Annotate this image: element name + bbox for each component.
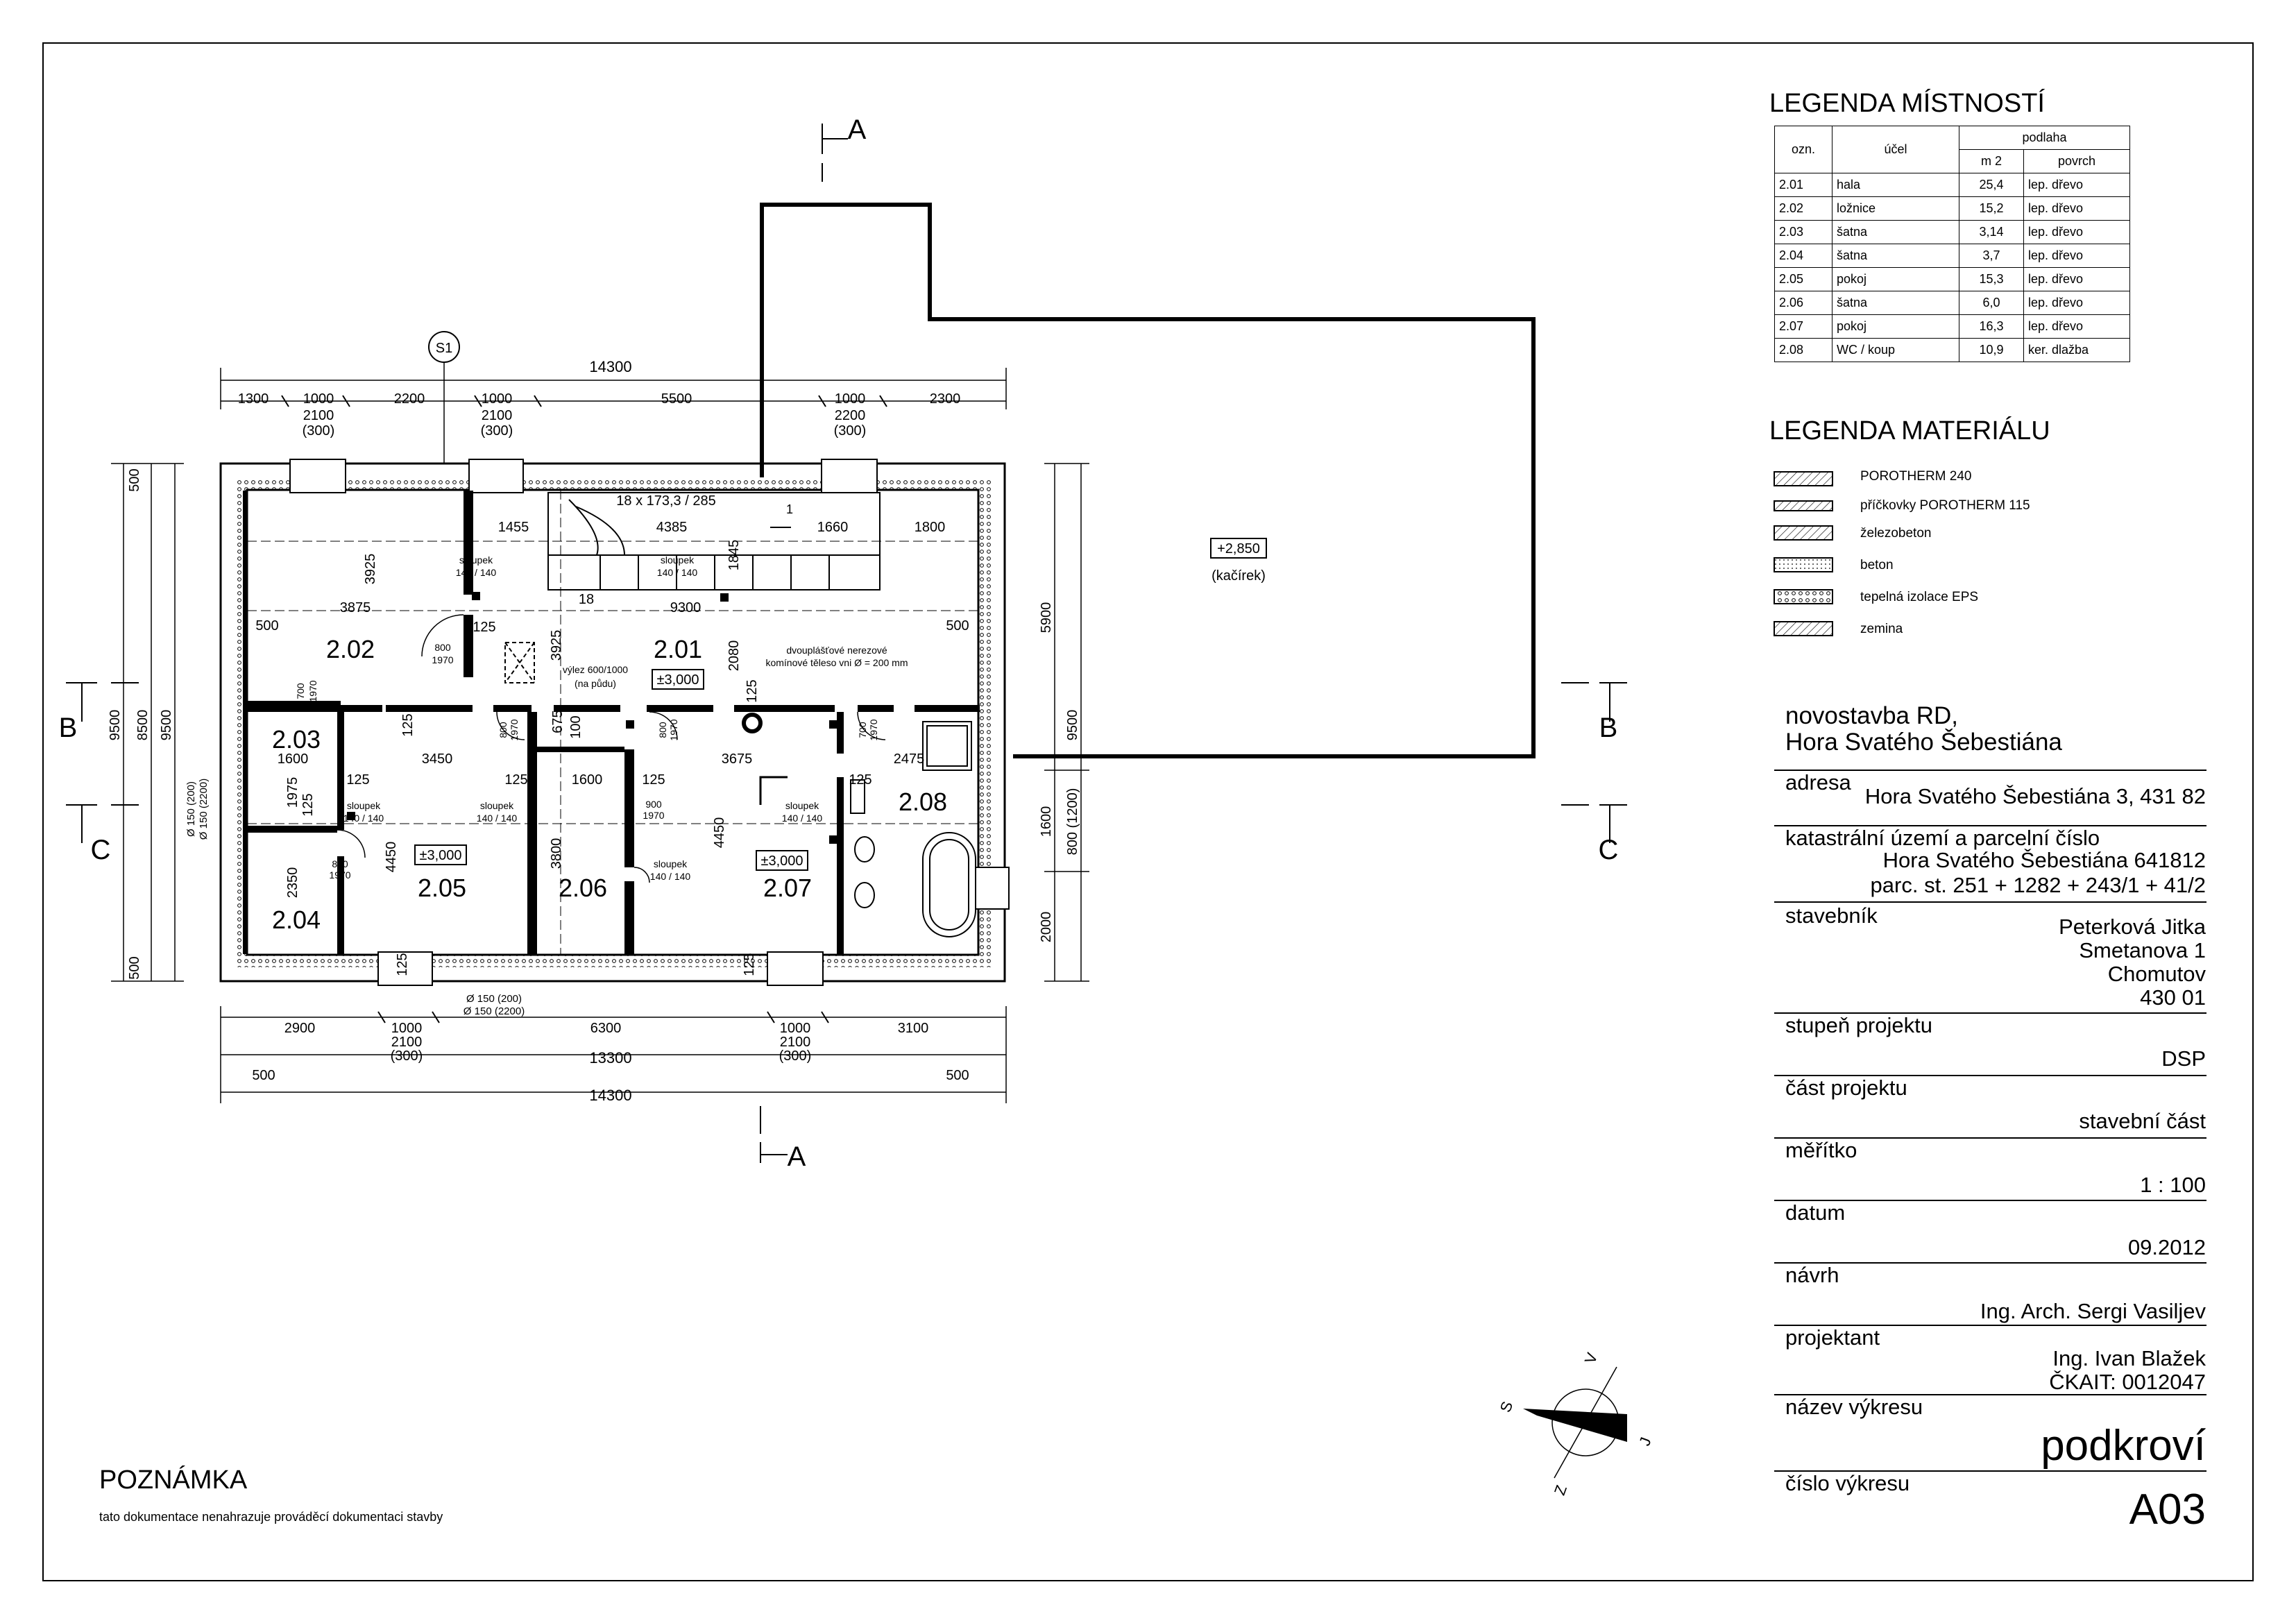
door-w-7: 700 xyxy=(857,722,868,738)
dim-bot-5: 3100 xyxy=(897,1021,929,1036)
dim-125-h: 125 xyxy=(400,713,416,737)
row-ozn: 2.03 xyxy=(1775,221,1832,244)
dim-left-4: 9500 xyxy=(159,709,174,741)
dim-top-op2b: (300) xyxy=(480,423,513,439)
dim-500-b: 500 xyxy=(946,618,969,634)
meritko-label: měřítko xyxy=(1785,1138,1857,1162)
stavebnik-1: Peterková Jitka xyxy=(2059,915,2206,939)
col-label-6: sloupek xyxy=(785,800,819,811)
dim-125-a: 125 xyxy=(473,620,496,635)
row-ucel: šatna xyxy=(1832,291,1959,315)
dim-125-d: 125 xyxy=(504,772,528,788)
col-povrch: povrch xyxy=(2024,150,2130,173)
row-m2: 3,7 xyxy=(1959,244,2024,268)
door-w-4: 800 xyxy=(657,722,668,738)
door-w-1: 800 xyxy=(434,642,451,653)
col-ucel: účel xyxy=(1832,126,1959,173)
level-2.07: ±3,000 xyxy=(760,853,803,869)
row-povrch: lep. dřevo xyxy=(2024,268,2130,291)
chimney-label-2: komínové těleso vni Ø = 200 mm xyxy=(765,657,908,668)
col-m2: m 2 xyxy=(1959,150,2024,173)
cast-label: část projektu xyxy=(1785,1076,1907,1100)
dim-1600-a: 1600 xyxy=(277,751,309,767)
door-w-2: 700 xyxy=(295,683,306,699)
project-name-2: Hora Svatého Šebestiána xyxy=(1785,729,2062,756)
door-h-6: 1970 xyxy=(643,810,665,821)
section-a-bottom: A xyxy=(787,1141,806,1172)
col-size-1: 140 / 140 xyxy=(455,567,497,578)
dim-right-4: 800 (1200) xyxy=(1065,788,1080,856)
hatch-label-2: (na půdu) xyxy=(575,678,616,689)
dim-top-4: 1000 xyxy=(481,391,513,407)
door-h-4: 1970 xyxy=(668,719,679,741)
dim-left-2: 9500 xyxy=(108,709,123,741)
dim-3450: 3450 xyxy=(421,751,453,767)
dim-100: 100 xyxy=(568,715,584,739)
stupen-label: stupeň projektu xyxy=(1785,1013,1932,1037)
cislo-label: číslo výkresu xyxy=(1785,1471,1910,1495)
kat-value-1: Hora Svatého Šebestiána 641812 xyxy=(1882,848,2206,872)
dim-top-op1a: 2100 xyxy=(303,408,334,423)
projektant-label: projektant xyxy=(1785,1325,1880,1350)
s1-label: S1 xyxy=(435,341,453,356)
stair-label: 18 x 173,3 / 285 xyxy=(616,493,716,509)
vent-bottom-b: Ø 150 (2200) xyxy=(463,1005,525,1017)
door-h-5: 1970 xyxy=(329,869,351,881)
dim-top-5: 5500 xyxy=(661,391,692,407)
dim-675: 675 xyxy=(550,710,566,733)
dim-3675: 3675 xyxy=(721,751,753,767)
room-legend-row xyxy=(1775,197,2130,221)
room-legend-row xyxy=(1775,268,2130,291)
row-ozn: 2.02 xyxy=(1775,197,1832,221)
nazev-label: název výkresu xyxy=(1785,1395,1923,1419)
kat-value-2: parc. st. 251 + 1282 + 243/1 + 41/2 xyxy=(1870,873,2206,897)
room-2.08: 2.08 xyxy=(898,788,948,816)
col-ozn: ozn. xyxy=(1775,126,1832,173)
material-1: POROTHERM 240 xyxy=(1860,469,1972,484)
stupen-value: DSP xyxy=(2161,1046,2206,1071)
adresa-value: Hora Svatého Šebestiána 3, 431 82 xyxy=(1864,784,2206,808)
dim-right-5: 2000 xyxy=(1039,911,1054,943)
dim-top-total: 14300 xyxy=(589,358,632,375)
material-6: zemina xyxy=(1860,622,1903,636)
row-povrch: lep. dřevo xyxy=(2024,197,2130,221)
dim-3875: 3875 xyxy=(339,600,371,615)
navrh-label: návrh xyxy=(1785,1263,1839,1287)
dim-bot-op2a: 2100 xyxy=(779,1035,811,1050)
dim-bot-op1b: (300) xyxy=(390,1048,423,1064)
row-ozn: 2.08 xyxy=(1775,339,1832,362)
col-label-5: sloupek xyxy=(653,858,688,869)
row-ucel: šatna xyxy=(1832,244,1959,268)
dim-125-e: 125 xyxy=(300,793,316,817)
dim-bot-2: 1000 xyxy=(391,1021,423,1036)
stavebnik-2: Smetanova 1 xyxy=(2079,938,2206,962)
dim-top-op1b: (300) xyxy=(302,423,335,439)
dim-top-op3b: (300) xyxy=(833,423,867,439)
section-b-left: B xyxy=(58,713,78,743)
dim-top-6: 1000 xyxy=(834,391,866,407)
dim-bot-3: 6300 xyxy=(590,1021,622,1036)
dim-500-a: 500 xyxy=(255,618,279,634)
dim-left-5: 500 xyxy=(127,956,142,980)
row-ucel: ložnice xyxy=(1832,197,1959,221)
dim-4385: 4385 xyxy=(656,520,688,535)
dim-4450-b: 4450 xyxy=(712,817,727,849)
row-ozn: 2.07 xyxy=(1775,315,1832,339)
row-m2: 3,14 xyxy=(1959,221,2024,244)
note-title: POZNÁMKA xyxy=(99,1465,248,1495)
row-m2: 25,4 xyxy=(1959,173,2024,197)
dim-125-j: 125 xyxy=(742,953,757,976)
row-m2: 16,3 xyxy=(1959,315,2024,339)
dim-bot-500-left: 500 xyxy=(252,1068,275,1083)
material-swatches xyxy=(1774,472,1832,636)
col-size-6: 140 / 140 xyxy=(781,813,823,824)
dim-1975: 1975 xyxy=(285,776,300,808)
dim-bot-total: 14300 xyxy=(589,1087,632,1104)
dim-left-vent-a: Ø 150 (200) xyxy=(185,781,197,838)
dim-2475: 2475 xyxy=(893,751,925,767)
projektant-1: Ing. Ivan Blažek xyxy=(2052,1346,2206,1370)
dim-1660: 1660 xyxy=(817,520,849,535)
stavebnik-label: stavebník xyxy=(1785,903,1878,928)
navrh-value: Ing. Arch. Sergi Vasiljev xyxy=(1980,1299,2206,1323)
dim-1800: 1800 xyxy=(914,520,946,535)
door-w-6: 900 xyxy=(645,799,662,810)
col-podlaha: podlaha xyxy=(1959,126,2130,150)
dim-125-f: 125 xyxy=(642,772,665,788)
room-legend-row xyxy=(1775,315,2130,339)
row-povrch: lep. dřevo xyxy=(2024,315,2130,339)
dim-125-c: 125 xyxy=(346,772,370,788)
room-legend-row xyxy=(1775,221,2130,244)
door-w-5: 800 xyxy=(332,858,348,869)
row-povrch: lep. dřevo xyxy=(2024,173,2130,197)
dim-left-3: 8500 xyxy=(135,709,151,741)
section-c-right: C xyxy=(1598,835,1619,865)
col-label-2: sloupek xyxy=(660,554,695,566)
row-m2: 10,9 xyxy=(1959,339,2024,362)
compass-z: Z xyxy=(1550,1482,1570,1498)
room-2.02: 2.02 xyxy=(325,635,375,663)
dim-top-op3a: 2200 xyxy=(834,408,866,423)
dim-125-b: 125 xyxy=(745,679,760,703)
dim-1600-b: 1600 xyxy=(571,772,603,788)
row-ucel: šatna xyxy=(1832,221,1959,244)
material-5: tepelná izolace EPS xyxy=(1860,590,1979,604)
dim-1455: 1455 xyxy=(498,520,529,535)
dim-125-i: 125 xyxy=(395,953,410,976)
room-2.07: 2.07 xyxy=(763,874,813,902)
dim-bot-4: 1000 xyxy=(779,1021,811,1036)
section-b-right: B xyxy=(1599,713,1618,743)
stair-num: 1 xyxy=(785,502,794,516)
dim-125-g: 125 xyxy=(849,772,872,788)
kat-label: katastrální území a parcelní číslo xyxy=(1785,826,2100,850)
compass-v: V xyxy=(1581,1350,1601,1366)
room-2.06: 2.06 xyxy=(558,874,608,902)
room-legend-row xyxy=(1775,244,2130,268)
projektant-2: ČKAIT: 0012047 xyxy=(2049,1370,2206,1394)
dim-left-1: 500 xyxy=(127,468,142,492)
room-legend-row xyxy=(1775,339,2130,362)
dim-2350: 2350 xyxy=(285,867,300,899)
door-h-2: 1970 xyxy=(307,680,318,702)
col-label-4: sloupek xyxy=(479,800,514,811)
door-h-7: 1970 xyxy=(868,719,879,741)
col-size-4: 140 / 140 xyxy=(476,813,518,824)
meritko-value: 1 : 100 xyxy=(2140,1173,2206,1197)
section-a-top: A xyxy=(847,114,867,145)
adresa-label: adresa xyxy=(1785,770,1851,794)
room-legend-table xyxy=(1774,126,2130,362)
row-povrch: lep. dřevo xyxy=(2024,244,2130,268)
door-w-3: 800 xyxy=(498,722,509,738)
door-h-1: 1970 xyxy=(432,654,454,665)
room-2.03: 2.03 xyxy=(271,725,321,754)
material-2: příčkovky POROTHERM 115 xyxy=(1860,498,2030,513)
dim-right-1: 5900 xyxy=(1039,602,1054,634)
cast-value: stavební část xyxy=(2079,1109,2206,1133)
drawing-name: podkroví xyxy=(2041,1422,2206,1470)
row-m2: 15,3 xyxy=(1959,268,2024,291)
dim-bot-op1a: 2100 xyxy=(391,1035,423,1050)
room-2.01: 2.01 xyxy=(653,635,703,663)
dim-bot-1: 2900 xyxy=(284,1021,316,1036)
room-2.05: 2.05 xyxy=(417,874,467,902)
chimney-label-1: dvouplášťové nerezové xyxy=(786,645,887,656)
dim-top-op2a: 2100 xyxy=(481,408,513,423)
col-size-3: 140 / 140 xyxy=(343,813,384,824)
door-h-3: 1970 xyxy=(509,719,520,741)
col-size-2: 140 / 140 xyxy=(656,567,698,578)
dim-right-3: 1600 xyxy=(1039,806,1054,838)
note-text: tato dokumentace nenahrazuje prováděcí dokumentaci stavby xyxy=(99,1510,443,1524)
section-c-left: C xyxy=(90,835,111,865)
row-povrch: ker. dlažba xyxy=(2024,339,2130,362)
dim-bot-inner: 13300 xyxy=(589,1049,632,1067)
dim-3925-a: 3925 xyxy=(363,553,378,585)
terrace-level: +2,850 xyxy=(1217,541,1260,556)
row-povrch: lep. dřevo xyxy=(2024,221,2130,244)
room-legend-row xyxy=(1775,173,2130,197)
row-ozn: 2.01 xyxy=(1775,173,1832,197)
dim-3800: 3800 xyxy=(549,838,564,869)
datum-label: datum xyxy=(1785,1200,1846,1225)
row-ozn: 2.06 xyxy=(1775,291,1832,315)
level-2.01: ±3,000 xyxy=(656,672,699,688)
dim-top-7: 2300 xyxy=(929,391,961,407)
stavebnik-3: Chomutov xyxy=(2107,962,2206,986)
row-povrch: lep. dřevo xyxy=(2024,291,2130,315)
col-label-3: sloupek xyxy=(346,800,381,811)
room-legend-row xyxy=(1775,291,2130,315)
row-ucel: WC / koup xyxy=(1832,339,1959,362)
legend-rooms-title: LEGENDA MÍSTNOSTÍ xyxy=(1769,89,2045,118)
stavebnik-4: 430 01 xyxy=(2140,985,2206,1010)
dim-left-vent-b: Ø 150 (2200) xyxy=(198,778,210,840)
col-label-1: sloupek xyxy=(459,554,493,566)
legend-materials-title: LEGENDA MATERIÁLU xyxy=(1769,416,2050,445)
room-2.04: 2.04 xyxy=(271,906,321,934)
row-ozn: 2.05 xyxy=(1775,268,1832,291)
row-m2: 15,2 xyxy=(1959,197,2024,221)
compass-rose xyxy=(1523,1367,1627,1478)
row-m2: 6,0 xyxy=(1959,291,2024,315)
dim-4450-a: 4450 xyxy=(384,841,399,873)
level-2.05: ±3,000 xyxy=(419,848,462,863)
dim-bot-op2b: (300) xyxy=(779,1048,812,1064)
row-ucel: hala xyxy=(1832,173,1959,197)
dim-top-1: 1300 xyxy=(237,391,269,407)
compass-j: J xyxy=(1635,1434,1655,1448)
dim-2080: 2080 xyxy=(726,640,742,672)
dim-right-2: 9500 xyxy=(1065,709,1080,741)
row-ozn: 2.04 xyxy=(1775,244,1832,268)
dim-top-2: 1000 xyxy=(303,391,334,407)
compass-s: S xyxy=(1496,1399,1517,1415)
row-ucel: pokoj xyxy=(1832,268,1959,291)
drawing-number: A03 xyxy=(2129,1486,2206,1533)
row-ucel: pokoj xyxy=(1832,315,1959,339)
dim-18: 18 xyxy=(578,592,595,607)
dim-3925-b: 3925 xyxy=(549,629,564,661)
dim-top-3: 2200 xyxy=(393,391,425,407)
dim-1845: 1845 xyxy=(726,539,742,571)
project-name-1: novostavba RD, xyxy=(1785,702,1959,729)
vent-bottom-a: Ø 150 (200) xyxy=(466,993,522,1005)
material-3: železobeton xyxy=(1860,526,1932,541)
terrace-note: (kačírek) xyxy=(1211,568,1266,584)
material-4: beton xyxy=(1860,558,1894,572)
col-size-5: 140 / 140 xyxy=(649,871,691,882)
dim-9300: 9300 xyxy=(670,600,701,615)
hatch-label-1: výlez 600/1000 xyxy=(562,664,629,675)
datum-value: 09.2012 xyxy=(2127,1235,2206,1259)
dim-bot-500-right: 500 xyxy=(946,1068,969,1083)
